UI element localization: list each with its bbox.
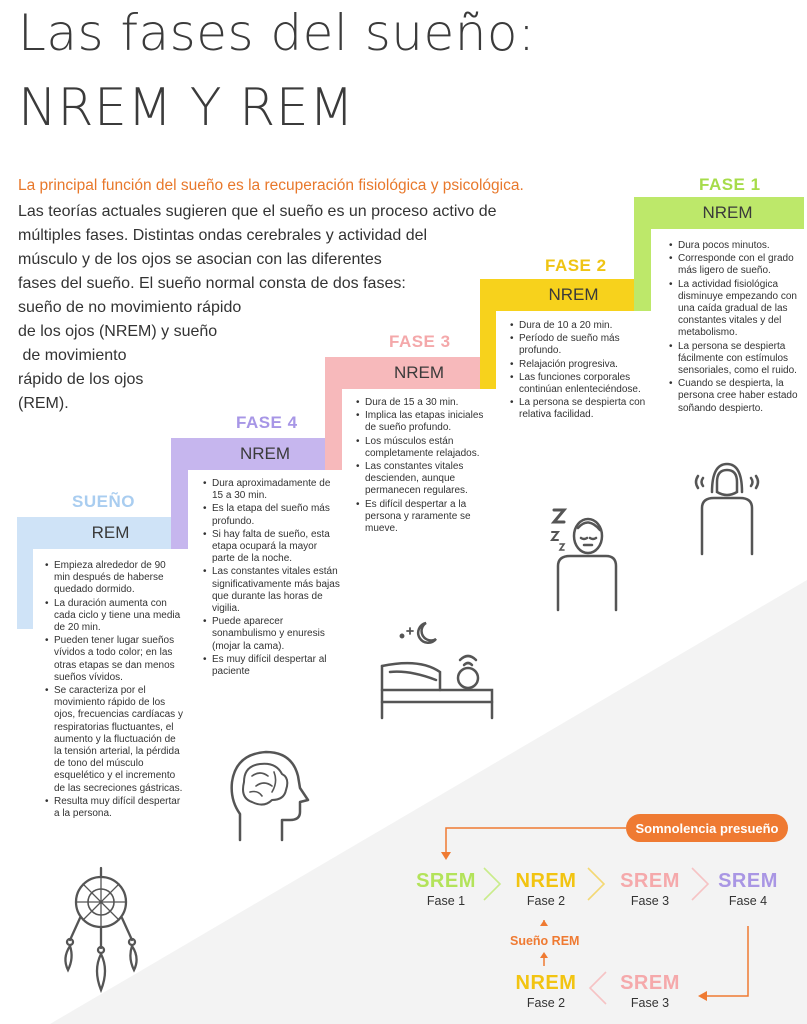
list-item: • Es muy difícil despertar al paciente bbox=[212, 654, 342, 678]
phase-label-fase4: FASE 4 bbox=[236, 413, 298, 432]
list-item: • Corresponde con el grado más ligero de sueño. bbox=[678, 253, 806, 277]
start-connector bbox=[446, 828, 626, 858]
cycle-node-big: SREM bbox=[620, 972, 680, 994]
list-item: • Período de sueño más profundo. bbox=[519, 333, 649, 357]
cycle-node bbox=[610, 870, 690, 908]
phase-label-fase1: FASE 1 bbox=[699, 175, 761, 194]
return-connector bbox=[702, 926, 748, 996]
list-item: • Es la etapa del sueño más profundo. bbox=[212, 503, 342, 527]
phase-label-sueno: SUEÑO bbox=[72, 492, 135, 511]
lead-text: La principal función del sueño es la recuperación fisiológica y psicológica. bbox=[18, 177, 524, 194]
cycle-node-small: Fase 3 bbox=[630, 996, 670, 1010]
list-item: • Empieza alrededor de 90 min después de haberse quedado dormido. bbox=[54, 560, 184, 597]
chevron-icon bbox=[588, 868, 604, 900]
page-title-line1: Las fases del sueño: bbox=[18, 4, 536, 62]
list-item: • La persona se despierta con relativa facilidad. bbox=[519, 397, 649, 421]
sueno-rem-label: Sueño REM bbox=[510, 934, 580, 948]
bar-label-fase2: NREM bbox=[548, 285, 599, 304]
chevron-icon bbox=[692, 868, 708, 900]
list-item: • Resulta muy difícil despertar a la persona. bbox=[54, 796, 184, 820]
list-item: • Dura de 10 a 20 min. bbox=[519, 320, 649, 332]
cycle-node-big: SREM bbox=[718, 870, 778, 892]
list-item: • Es difícil despertar a la persona y raramente se mueve. bbox=[365, 499, 493, 536]
bar-label-sueno: REM bbox=[91, 523, 130, 542]
bar-label-fase1: NREM bbox=[702, 203, 753, 222]
list-item: • Puede aparecer sonambulismo y enuresis (mojar la cama). bbox=[212, 616, 342, 653]
list-item: • La persona se despierta fácilmente con estímulos sensoriales, como el ruido. bbox=[678, 341, 806, 378]
intro-line: múltiples fases. Distintas ondas cerebrales y actividad del bbox=[18, 227, 428, 244]
cycle-node-big: SREM bbox=[416, 870, 476, 892]
intro-line: sueño de no movimiento rápido bbox=[18, 299, 242, 316]
list-item: • Las constantes vitales descienden, aunque permanecen regulares. bbox=[365, 461, 493, 498]
list-item: • Las funciones corporales continúan enlenteciéndose. bbox=[519, 372, 649, 396]
list-item: • Se caracteriza por el movimiento rápido de los ojos, frecuencias cardíacas y respiratorias fluctuantes, el aumento y la fluctuación de la tensión arterial, la pérdida de tono del músculo esquelético y el incremento de las secreciones gástricas. bbox=[54, 685, 184, 795]
cycle-node-big: SREM bbox=[620, 870, 680, 892]
cycle-node bbox=[708, 870, 788, 908]
list-item: • La actividad fisiológica disminuye empezando con una caída gradual de las constantes vitales y del metabolismo. bbox=[678, 279, 806, 340]
list-item: • Dura aproximadamente de 15 a 30 min. bbox=[212, 478, 342, 502]
intro-line: (REM). bbox=[18, 395, 69, 412]
cycle-node-small: Fase 4 bbox=[728, 894, 768, 908]
cycle-node-small: Fase 1 bbox=[426, 894, 466, 908]
list-item: • Relajación progresiva. bbox=[519, 359, 649, 371]
list-item: • Dura de 15 a 30 min. bbox=[365, 397, 493, 409]
cycle-node bbox=[610, 972, 690, 1010]
intro-line: fases del sueño. El sueño normal consta de dos fases: bbox=[18, 275, 406, 292]
cycle-node-small: Fase 3 bbox=[630, 894, 670, 908]
intro-line: Las teorías actuales sugieren que el sueño es un proceso activo de bbox=[18, 203, 497, 220]
intro-line: rápido de los ojos bbox=[18, 371, 144, 388]
bar-label-fase3: NREM bbox=[393, 363, 445, 382]
cycle-node-small: Fase 2 bbox=[526, 996, 566, 1010]
somnolencia-presueno-badge: Somnolencia presueño bbox=[626, 814, 788, 842]
intro-line: músculo y de los ojos se asocian con las diferentes bbox=[18, 251, 382, 268]
list-item: • Implica las etapas iniciales de sueño profundo. bbox=[365, 410, 493, 434]
list-item: • Las constantes vitales están significativamente más bajas que durante las horas de vigilia. bbox=[212, 566, 342, 615]
intro-line: de movimiento bbox=[18, 347, 127, 364]
cycle-node bbox=[406, 870, 486, 908]
cycle-node bbox=[506, 870, 586, 908]
phase-label-fase2: FASE 2 bbox=[545, 256, 607, 275]
cycle-node-small: Fase 2 bbox=[526, 894, 566, 908]
cycle-node bbox=[506, 972, 586, 1010]
phase-label-fase3: FASE 3 bbox=[389, 332, 451, 351]
list-item: • Cuando se despierta, la persona cree haber estado soñando despierto. bbox=[678, 378, 806, 415]
list-item: • Dura pocos minutos. bbox=[678, 240, 806, 252]
list-item: • Pueden tener lugar sueños vívidos a todo color; en las otras etapas se dan menos sueños vívidos. bbox=[54, 635, 184, 684]
list-item: • La duración aumenta con cada ciclo y tiene una media de 20 min. bbox=[54, 598, 184, 635]
list-item: • Los músculos están completamente relajados. bbox=[365, 436, 493, 460]
cycle-node-big: NREM bbox=[515, 870, 577, 892]
cycle-node-big: NREM bbox=[515, 972, 577, 994]
bar-label-fase4: NREM bbox=[239, 444, 291, 463]
page-title-line2: NREM Y REM bbox=[18, 78, 355, 138]
intro-line: de los ojos (NREM) y sueño bbox=[18, 323, 218, 340]
chevron-icon bbox=[484, 868, 500, 900]
chevron-icon bbox=[590, 972, 606, 1004]
list-item: • Si hay falta de sueño, esta etapa ocupará la mayor parte de la noche. bbox=[212, 529, 342, 566]
